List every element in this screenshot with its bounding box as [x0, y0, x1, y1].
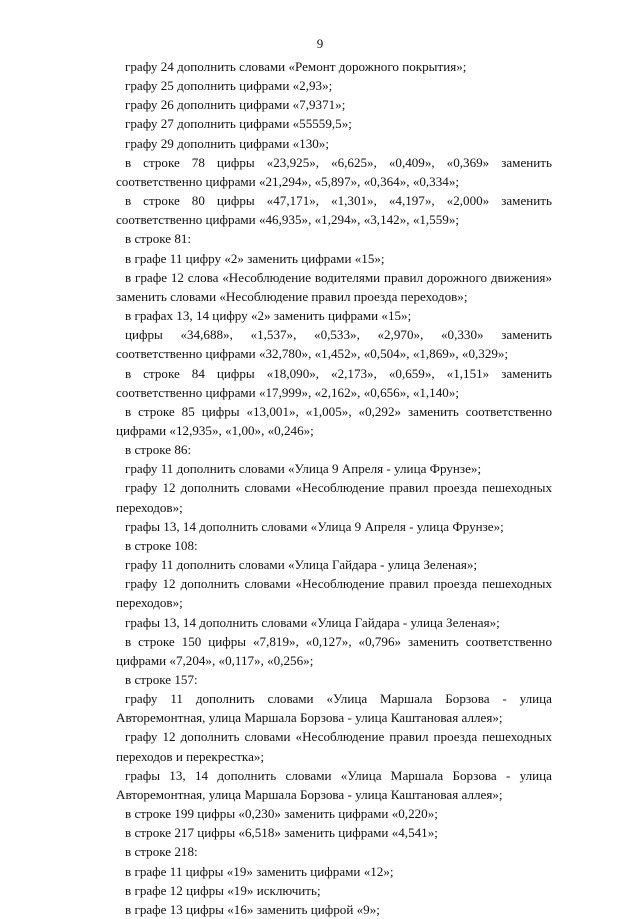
paragraph-22: графы 13, 14 дополнить словами «Улица Гайдара - улица Зеленая»; — [125, 614, 500, 630]
paragraph-1: графу 24 дополнить словами «Ремонт дорожного покрытия»; — [125, 59, 467, 74]
paragraph-26: графу 12 дополнить словами «Несоблюдение правил проезда пешеходных переходов и перекрестка»; — [116, 729, 552, 764]
paragraph-8: в строке 81: — [125, 231, 192, 247]
paragraph-12: цифры «34,688», «1,537», «0,533», «2,970», «0,330» заменить соответственно цифрами «32,780», «1,452», «0,504», «1,869», «0,329»; — [116, 327, 552, 362]
paragraph-23: в строке 150 цифры «7,819», «0,127», «0,796» заменить соответственно цифрами «7,204», «0,117», «0,256»; — [116, 633, 552, 668]
document-body — [116, 57, 552, 919]
paragraph-20: графу 11 дополнить словами «Улица Гайдара - улица Зеленая»; — [125, 557, 478, 573]
paragraph-13: в строке 84 цифры «18,090», «2,173», «0,659», «1,151» заменить соответственно цифрами «17,999», «2,162», «0,656», «1,140»; — [116, 365, 552, 400]
paragraph-27: графы 13, 14 дополнить словами «Улица Маршала Борзова - улица Авторемонтная, улица Маршала Борзова - улица Каштановая аллея»; — [116, 767, 552, 802]
paragraph-25: графу 11 дополнить словами «Улица Маршала Борзова - улица Авторемонтная, улица Маршала Борзова - улица Каштановая аллея»; — [116, 691, 552, 726]
paragraph-3: графу 26 дополнить цифрами «7,9371»; — [125, 97, 346, 113]
paragraph-10: в графе 12 слова «Несоблюдение водителями правил дорожного движения» заменить словами «Несоблюдение правил проезда переходов»; — [116, 269, 552, 304]
paragraph-11: в графах 13, 14 цифру «2» заменить цифрами «15»; — [125, 308, 412, 324]
paragraph-7: в строке 80 цифры «47,171», «1,301», «4,197», «2,000» заменить соответственно цифрами «46,935», «1,294», «3,142», «1,559»; — [116, 193, 552, 228]
paragraph-4: графу 27 дополнить цифрами «55559,5»; — [125, 116, 352, 132]
page-number: 9 — [316, 36, 324, 51]
paragraph-24: в строке 157: — [125, 672, 198, 687]
paragraph-18: графы 13, 14 дополнить словами «Улица 9 Апреля - улица Фрунзе»; — [125, 518, 504, 534]
paragraph-29: в строке 217 цифры «6,518» заменить цифрами «4,541»; — [125, 825, 438, 841]
paragraph-5: графу 29 дополнить цифрами «130»; — [125, 135, 329, 151]
paragraph-14: в строке 85 цифры «13,001», «1,005», «0,292» заменить соответственно цифрами «12,935», «1,00», «0,246»; — [116, 403, 552, 438]
paragraph-31: в графе 11 цифры «19» заменить цифрами «12»; — [125, 863, 394, 879]
paragraph-9: в графе 11 цифру «2» заменить цифрами «15»; — [125, 250, 385, 266]
paragraph-32: в графе 12 цифры «19» исключить; — [125, 882, 321, 898]
paragraph-15: в строке 86: — [125, 442, 192, 458]
paragraph-17: графу 12 дополнить словами «Несоблюдение правил проезда пешеходных переходов»; — [116, 480, 552, 515]
paragraph-6: в строке 78 цифры «23,925», «6,625», «0,409», «0,369» заменить соответственно цифрами «21,294», «5,897», «0,364», «0,334»; — [116, 154, 552, 189]
paragraph-2: графу 25 дополнить цифрами «2,93»; — [125, 78, 333, 94]
paragraph-19: в строке 108: — [125, 537, 198, 553]
paragraph-21: графу 12 дополнить словами «Несоблюдение правил проезда пешеходных переходов»; — [116, 576, 552, 611]
paragraph-28: в строке 199 цифры «0,230» заменить цифрами «0,220»; — [125, 806, 438, 822]
paragraph-16: графу 11 дополнить словами «Улица 9 Апреля - улица Фрунзе»; — [125, 461, 482, 477]
paragraph-33: в графе 13 цифры «16» заменить цифрой «9»; — [125, 901, 380, 917]
paragraph-30: в строке 218: — [125, 844, 198, 860]
